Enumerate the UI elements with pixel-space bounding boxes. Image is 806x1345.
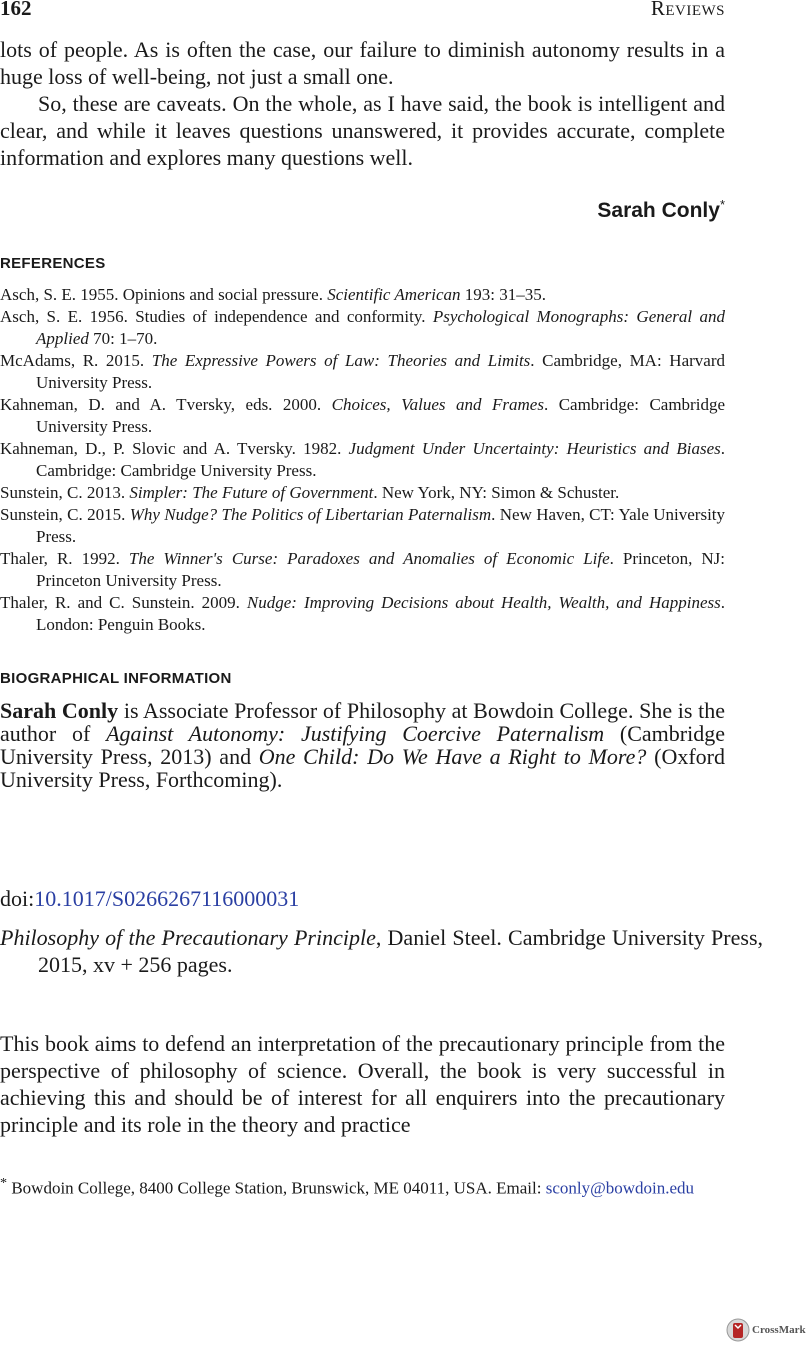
footnote: * Bowdoin College, 8400 College Station, Brunswick, ME 04011, USA. Email: sconly@bowdoin.edu (0, 1175, 695, 1198)
book-title: Philosophy of the Precautionary Principle (0, 925, 376, 950)
reference-item: McAdams, R. 2015. The Expressive Powers of Law: Theories and Limits. Cambridge, MA: Harvard University Press. (0, 351, 725, 392)
reference-item: Sunstein, C. 2015. Why Nudge? The Politics of Libertarian Paternalism. New Haven, CT: Yale University Press. (0, 505, 726, 546)
book-citation: Philosophy of the Precautionary Principle, Daniel Steel. Cambridge University Press, 2015, xv + 256 pages. (0, 925, 763, 977)
crossmark-badge[interactable] (726, 1317, 806, 1343)
running-head: Reviews (650, 0, 725, 20)
reference-item: Kahneman, D., P. Slovic and A. Tversky. 1982. Judgment Under Uncertainty: Heuristics and Biases. Cambridge: Cambridge University Press. (0, 439, 725, 480)
doi-line: doi:10.1017/S0266267116000031 (0, 886, 300, 911)
doi-link[interactable]: 10.1017/S0266267116000031 (34, 886, 300, 911)
reference-item: Thaler, R. and C. Sunstein. 2009. Nudge: Improving Decisions about Health, Wealth, and Happiness. London: Penguin Books. (0, 593, 725, 634)
page-number: 162 (0, 0, 32, 20)
reference-item: Kahneman, D. and A. Tversky, eds. 2000. Choices, Values and Frames. Cambridge: Cambridge University Press. (0, 395, 725, 436)
crossmark-icon (726, 1317, 750, 1343)
bio-heading: BIOGRAPHICAL INFORMATION (0, 670, 232, 687)
reference-item: Asch, S. E. 1955. Opinions and social pressure. Scientific American 193: 31–35. (0, 285, 546, 304)
crossmark-label: CrossMark (752, 1324, 806, 1336)
reviewer-signature (597, 197, 725, 223)
reference-item: Asch, S. E. 1956. Studies of independence and conformity. Psychological Monographs: General and Applied 70: 1–70. (0, 307, 725, 348)
review-intro: This book aims to defend an interpretation of the precautionary principle from the perspective of philosophy of science. Overall, the book is very successful in achieving this and should be of interest for all enquirers into the precautionary principle and its role in the theory and practice (0, 1031, 725, 1137)
bio-name: Sarah Conly (0, 698, 119, 723)
bio-book-2: One Child: Do We Have a Right to More? (258, 744, 647, 769)
footnote-mark: * (0, 1175, 8, 1191)
reference-item: Thaler, R. 1992. The Winner's Curse: Paradoxes and Anomalies of Economic Life. Princeton, NJ: Princeton University Press. (0, 549, 725, 590)
reference-list (0, 284, 725, 636)
paragraph-1: lots of people. As is often the case, our failure to diminish autonomy results in a huge loss of well-being, not just a small one. (0, 37, 725, 89)
footnote-marker: * (719, 197, 725, 212)
review-continuation (0, 36, 725, 171)
references-heading: REFERENCES (0, 255, 106, 272)
email-link[interactable]: sconly@bowdoin.edu (545, 1178, 695, 1198)
bio-book-1: Against Autonomy: Justifying Coercive Paternalism (106, 721, 605, 746)
reference-item: Sunstein, C. 2013. Simpler: The Future of Government. New York, NY: Simon & Schuster. (0, 483, 620, 502)
bio-paragraph: Sarah Conly is Associate Professor of Philosophy at Bowdoin College. She is the author of Against Autonomy: Justifying Coercive Paternalism (Cambridge University Press, 2013) and One Child: Do We Have a Right to More? (Oxford University Press, Forthcoming). (0, 698, 726, 792)
reviewer-name: Sarah Conly (597, 199, 720, 222)
paragraph-2: So, these are caveats. On the whole, as I have said, the book is intelligent and clear, and while it leaves questions unanswered, it provides accurate, complete information and explores many questions well. (0, 91, 725, 170)
